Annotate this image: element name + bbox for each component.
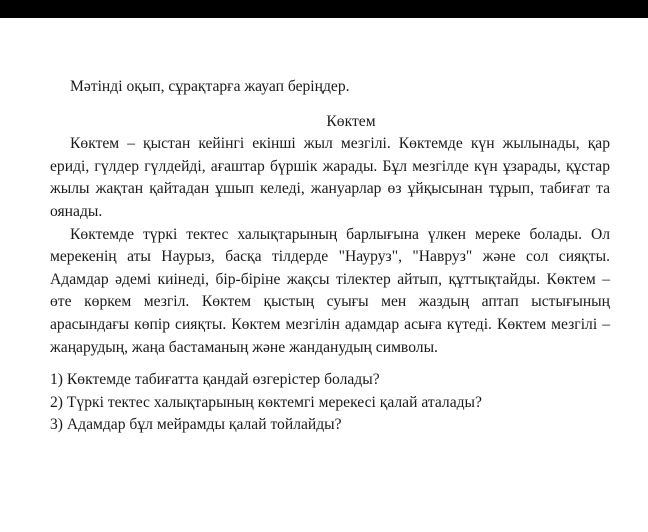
question-1: 1) Көктемде табиғатта қандай өзгерістер болады? xyxy=(50,371,380,389)
question-3: 3) Адамдар бұл мейрамды қалай тойлайды? xyxy=(50,416,342,434)
text-body xyxy=(50,133,610,359)
question-2: 2) Түркі тектес халықтарының көктемгі мерекесі қалай аталады? xyxy=(50,393,482,411)
document-page xyxy=(50,62,610,437)
top-black-bar xyxy=(0,0,648,18)
text-title: Көктем xyxy=(326,112,376,130)
paragraph-2: Көктемде түркі тектес халықтарының барлығына үлкен мереке болады. Ол мерекенің аты Наурыз, басқа тілдерде "Науруз", "Навруз" және сол сияқты. Адамдар әдемі киінеді, бір-біріне жақсы тілектер айтып, құттықтайды. Көктем – өте көркем мезгіл. Көктем қыстың суығы мен жаздың аптап ыстығының арасындағы көпір сияқты. Көктем мезгілін адамдар асыға күтеді. Көктем мезгілі – жаңарудың, жаңа бастаманың және жанданудың символы. xyxy=(50,225,610,356)
paragraph-1: Көктем – қыстан кейінгі екінші жыл мезгілі. Көктемде күн жылынады, қар ериді, гүлдер гүлдейді, ағаштар бүршік жарады. Бұл мезгілде күн ұзарады, құстар жылы жақтан қайтадан ұшып келеді, жануарлар өз ұйқысынан тұрып, табиғат та оянады. xyxy=(50,135,610,220)
question-list xyxy=(50,369,610,437)
instruction-text: Мәтінді оқып, сұрақтарға жауап беріңдер. xyxy=(70,78,350,95)
